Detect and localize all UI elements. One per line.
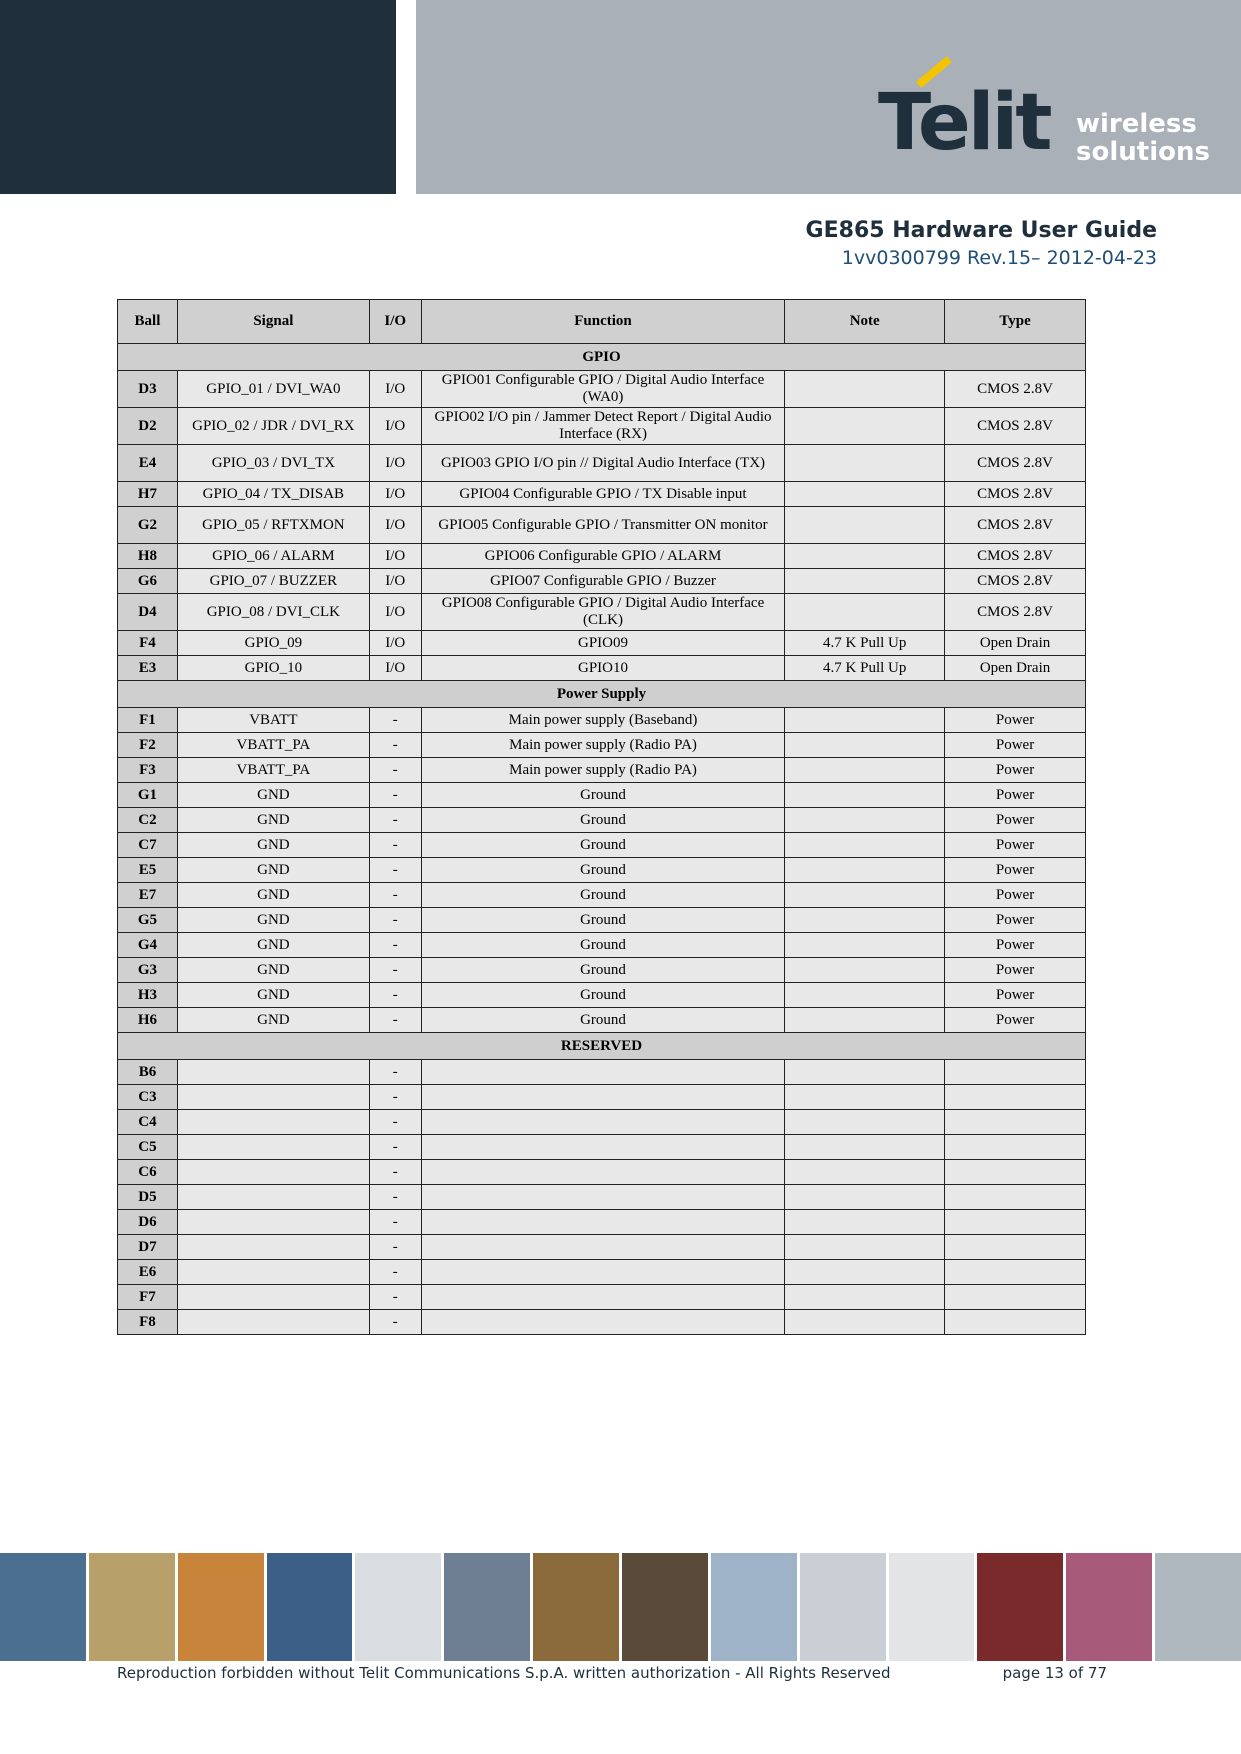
cell-io: - bbox=[369, 708, 421, 733]
logo-wordmark: Telit bbox=[878, 78, 1050, 168]
cell-function: Ground bbox=[421, 958, 785, 983]
cell-io: - bbox=[369, 1160, 421, 1185]
footer-photo-tile bbox=[355, 1553, 441, 1661]
cell-note bbox=[785, 908, 945, 933]
table-row bbox=[118, 569, 1086, 594]
cell-type: Power bbox=[945, 858, 1086, 883]
cell-note bbox=[785, 1185, 945, 1210]
section-title: Power Supply bbox=[118, 681, 1086, 708]
cell-type bbox=[945, 1085, 1086, 1110]
cell-note bbox=[785, 733, 945, 758]
cell-note bbox=[785, 371, 945, 408]
cell-ball: D7 bbox=[118, 1235, 178, 1260]
table-row bbox=[118, 908, 1086, 933]
cell-signal bbox=[177, 1160, 369, 1185]
cell-ball: B6 bbox=[118, 1060, 178, 1085]
pin-table bbox=[117, 299, 1086, 1335]
cell-function: Ground bbox=[421, 983, 785, 1008]
cell-signal: GND bbox=[177, 808, 369, 833]
cell-note bbox=[785, 594, 945, 631]
cell-function: GPIO07 Configurable GPIO / Buzzer bbox=[421, 569, 785, 594]
cell-ball: E4 bbox=[118, 445, 178, 482]
cell-type: CMOS 2.8V bbox=[945, 594, 1086, 631]
cell-io: - bbox=[369, 958, 421, 983]
cell-function: Ground bbox=[421, 1008, 785, 1033]
footer-photo-tile bbox=[800, 1553, 886, 1661]
cell-type bbox=[945, 1285, 1086, 1310]
footer-page-number: page 13 of 77 bbox=[1002, 1664, 1107, 1682]
table-row bbox=[118, 708, 1086, 733]
cell-signal bbox=[177, 1060, 369, 1085]
cell-function: GPIO09 bbox=[421, 631, 785, 656]
footer-photo-tile bbox=[889, 1553, 975, 1661]
cell-type: Power bbox=[945, 983, 1086, 1008]
header-dark-panel bbox=[0, 0, 396, 194]
footer-photo-tile bbox=[977, 1553, 1063, 1661]
cell-ball: C7 bbox=[118, 833, 178, 858]
footer-copyright: Reproduction forbidden without Telit Communications S.p.A. written authorization - All Rights Reserved bbox=[117, 1664, 891, 1682]
table-row bbox=[118, 933, 1086, 958]
cell-ball: G4 bbox=[118, 933, 178, 958]
cell-io: I/O bbox=[369, 569, 421, 594]
footer-photo-strip bbox=[0, 1553, 1241, 1661]
document-title-block bbox=[806, 218, 1157, 269]
section-header-row bbox=[118, 681, 1086, 708]
cell-ball: E5 bbox=[118, 858, 178, 883]
cell-note bbox=[785, 783, 945, 808]
cell-type: Power bbox=[945, 783, 1086, 808]
cell-signal: GND bbox=[177, 908, 369, 933]
cell-type: Open Drain bbox=[945, 631, 1086, 656]
cell-ball: C5 bbox=[118, 1135, 178, 1160]
cell-note bbox=[785, 569, 945, 594]
table-row bbox=[118, 833, 1086, 858]
footer-photo-tile bbox=[89, 1553, 175, 1661]
cell-signal bbox=[177, 1260, 369, 1285]
col-header-io: I/O bbox=[369, 300, 421, 344]
cell-function bbox=[421, 1160, 785, 1185]
cell-function: Ground bbox=[421, 808, 785, 833]
cell-note bbox=[785, 833, 945, 858]
cell-function: Ground bbox=[421, 833, 785, 858]
section-title: RESERVED bbox=[118, 1033, 1086, 1060]
cell-function: Main power supply (Baseband) bbox=[421, 708, 785, 733]
cell-note bbox=[785, 1160, 945, 1185]
cell-ball: D5 bbox=[118, 1185, 178, 1210]
table-row bbox=[118, 1235, 1086, 1260]
cell-note bbox=[785, 883, 945, 908]
col-header-note: Note bbox=[785, 300, 945, 344]
cell-signal: GPIO_02 / JDR / DVI_RX bbox=[177, 408, 369, 445]
cell-function: GPIO02 I/O pin / Jammer Detect Report / Digital Audio Interface (RX) bbox=[421, 408, 785, 445]
cell-signal: GPIO_04 / TX_DISAB bbox=[177, 482, 369, 507]
cell-ball: G5 bbox=[118, 908, 178, 933]
col-header-ball: Ball bbox=[118, 300, 178, 344]
cell-note bbox=[785, 1235, 945, 1260]
cell-ball: E6 bbox=[118, 1260, 178, 1285]
cell-function: GPIO03 GPIO I/O pin // Digital Audio Interface (TX) bbox=[421, 445, 785, 482]
table-row bbox=[118, 1135, 1086, 1160]
cell-type: CMOS 2.8V bbox=[945, 408, 1086, 445]
cell-io: I/O bbox=[369, 544, 421, 569]
cell-type bbox=[945, 1135, 1086, 1160]
cell-io: I/O bbox=[369, 445, 421, 482]
cell-ball: G6 bbox=[118, 569, 178, 594]
cell-signal: GPIO_01 / DVI_WA0 bbox=[177, 371, 369, 408]
cell-note bbox=[785, 507, 945, 544]
table-row bbox=[118, 482, 1086, 507]
cell-signal: GND bbox=[177, 833, 369, 858]
cell-note: 4.7 K Pull Up bbox=[785, 631, 945, 656]
cell-function: GPIO06 Configurable GPIO / ALARM bbox=[421, 544, 785, 569]
cell-type bbox=[945, 1110, 1086, 1135]
section-title: GPIO bbox=[118, 344, 1086, 371]
document-version: 1vv0300799 Rev.15– 2012-04-23 bbox=[841, 247, 1157, 269]
cell-note bbox=[785, 1110, 945, 1135]
cell-type bbox=[945, 1260, 1086, 1285]
cell-signal: VBATT bbox=[177, 708, 369, 733]
cell-ball: F4 bbox=[118, 631, 178, 656]
cell-signal: GPIO_08 / DVI_CLK bbox=[177, 594, 369, 631]
pin-table-body bbox=[118, 344, 1086, 1335]
cell-note bbox=[785, 1060, 945, 1085]
table-header-row bbox=[118, 300, 1086, 344]
cell-function: Main power supply (Radio PA) bbox=[421, 733, 785, 758]
cell-io: - bbox=[369, 1185, 421, 1210]
cell-ball: G3 bbox=[118, 958, 178, 983]
cell-note bbox=[785, 1310, 945, 1335]
cell-note bbox=[785, 445, 945, 482]
cell-function bbox=[421, 1235, 785, 1260]
section-header-row bbox=[118, 1033, 1086, 1060]
cell-signal: GND bbox=[177, 958, 369, 983]
cell-signal: GPIO_03 / DVI_TX bbox=[177, 445, 369, 482]
col-header-type: Type bbox=[945, 300, 1086, 344]
table-row bbox=[118, 631, 1086, 656]
table-row bbox=[118, 1260, 1086, 1285]
logo-tagline bbox=[1076, 110, 1210, 166]
footer bbox=[117, 1664, 1107, 1682]
cell-ball: E3 bbox=[118, 656, 178, 681]
cell-signal: GPIO_06 / ALARM bbox=[177, 544, 369, 569]
document-title: GE865 Hardware User Guide bbox=[805, 218, 1157, 243]
cell-io: - bbox=[369, 1260, 421, 1285]
cell-type: Open Drain bbox=[945, 656, 1086, 681]
cell-note bbox=[785, 1008, 945, 1033]
table-row bbox=[118, 1185, 1086, 1210]
cell-type bbox=[945, 1060, 1086, 1085]
cell-note bbox=[785, 1285, 945, 1310]
cell-signal: GND bbox=[177, 933, 369, 958]
cell-io: - bbox=[369, 733, 421, 758]
cell-note bbox=[785, 1260, 945, 1285]
cell-io: - bbox=[369, 1285, 421, 1310]
table-row bbox=[118, 783, 1086, 808]
cell-note bbox=[785, 1135, 945, 1160]
cell-ball: D4 bbox=[118, 594, 178, 631]
cell-function: Main power supply (Radio PA) bbox=[421, 758, 785, 783]
cell-function: GPIO10 bbox=[421, 656, 785, 681]
cell-ball: F8 bbox=[118, 1310, 178, 1335]
logo-tagline-line1: wireless bbox=[1076, 109, 1197, 139]
cell-function: Ground bbox=[421, 783, 785, 808]
cell-signal: GND bbox=[177, 983, 369, 1008]
cell-type: Power bbox=[945, 933, 1086, 958]
cell-function bbox=[421, 1060, 785, 1085]
cell-note bbox=[785, 1210, 945, 1235]
cell-note bbox=[785, 808, 945, 833]
cell-io: - bbox=[369, 908, 421, 933]
cell-type: Power bbox=[945, 883, 1086, 908]
cell-io: - bbox=[369, 833, 421, 858]
cell-type: Power bbox=[945, 958, 1086, 983]
cell-type: CMOS 2.8V bbox=[945, 371, 1086, 408]
footer-photo-tile bbox=[622, 1553, 708, 1661]
cell-io: I/O bbox=[369, 482, 421, 507]
cell-ball: D6 bbox=[118, 1210, 178, 1235]
cell-io: - bbox=[369, 808, 421, 833]
cell-ball: H8 bbox=[118, 544, 178, 569]
footer-photo-tile bbox=[1155, 1553, 1241, 1661]
footer-photo-tile bbox=[267, 1553, 353, 1661]
cell-note bbox=[785, 708, 945, 733]
cell-io: - bbox=[369, 1110, 421, 1135]
cell-function bbox=[421, 1260, 785, 1285]
cell-io: I/O bbox=[369, 408, 421, 445]
cell-type bbox=[945, 1310, 1086, 1335]
cell-ball: F7 bbox=[118, 1285, 178, 1310]
cell-function: GPIO05 Configurable GPIO / Transmitter ON monitor bbox=[421, 507, 785, 544]
cell-type: Power bbox=[945, 758, 1086, 783]
cell-ball: C6 bbox=[118, 1160, 178, 1185]
table-row bbox=[118, 408, 1086, 445]
table-row bbox=[118, 983, 1086, 1008]
table-row bbox=[118, 1110, 1086, 1135]
footer-photo-tile bbox=[1066, 1553, 1152, 1661]
cell-signal: VBATT_PA bbox=[177, 758, 369, 783]
cell-signal bbox=[177, 1285, 369, 1310]
cell-function: GPIO04 Configurable GPIO / TX Disable input bbox=[421, 482, 785, 507]
cell-note bbox=[785, 933, 945, 958]
cell-note bbox=[785, 544, 945, 569]
table-row bbox=[118, 858, 1086, 883]
cell-function: GPIO01 Configurable GPIO / Digital Audio Interface (WA0) bbox=[421, 371, 785, 408]
table-row bbox=[118, 1285, 1086, 1310]
cell-type: CMOS 2.8V bbox=[945, 544, 1086, 569]
cell-io: - bbox=[369, 1008, 421, 1033]
cell-function: GPIO08 Configurable GPIO / Digital Audio Interface (CLK) bbox=[421, 594, 785, 631]
cell-signal: GPIO_10 bbox=[177, 656, 369, 681]
cell-ball: D2 bbox=[118, 408, 178, 445]
table-row bbox=[118, 758, 1086, 783]
table-row bbox=[118, 1210, 1086, 1235]
cell-type: CMOS 2.8V bbox=[945, 445, 1086, 482]
cell-io: - bbox=[369, 1210, 421, 1235]
cell-ball: G1 bbox=[118, 783, 178, 808]
cell-type bbox=[945, 1235, 1086, 1260]
cell-signal: VBATT_PA bbox=[177, 733, 369, 758]
cell-type: Power bbox=[945, 733, 1086, 758]
cell-note bbox=[785, 482, 945, 507]
cell-io: I/O bbox=[369, 371, 421, 408]
cell-signal bbox=[177, 1210, 369, 1235]
cell-signal bbox=[177, 1135, 369, 1160]
cell-signal bbox=[177, 1310, 369, 1335]
cell-ball: E7 bbox=[118, 883, 178, 908]
cell-function: Ground bbox=[421, 933, 785, 958]
cell-signal: GND bbox=[177, 883, 369, 908]
cell-type: CMOS 2.8V bbox=[945, 569, 1086, 594]
cell-type bbox=[945, 1185, 1086, 1210]
cell-io: - bbox=[369, 1135, 421, 1160]
cell-ball: H6 bbox=[118, 1008, 178, 1033]
cell-type: CMOS 2.8V bbox=[945, 482, 1086, 507]
cell-note bbox=[785, 1085, 945, 1110]
cell-note bbox=[785, 758, 945, 783]
table-row bbox=[118, 1310, 1086, 1335]
cell-io: - bbox=[369, 1060, 421, 1085]
cell-io: - bbox=[369, 1085, 421, 1110]
cell-ball: F2 bbox=[118, 733, 178, 758]
cell-signal: GND bbox=[177, 783, 369, 808]
cell-function: Ground bbox=[421, 883, 785, 908]
cell-type: Power bbox=[945, 908, 1086, 933]
cell-io: I/O bbox=[369, 656, 421, 681]
cell-note bbox=[785, 983, 945, 1008]
cell-signal: GND bbox=[177, 1008, 369, 1033]
cell-function bbox=[421, 1285, 785, 1310]
cell-signal: GPIO_05 / RFTXMON bbox=[177, 507, 369, 544]
table-row bbox=[118, 733, 1086, 758]
cell-function bbox=[421, 1135, 785, 1160]
cell-function bbox=[421, 1110, 785, 1135]
cell-function bbox=[421, 1085, 785, 1110]
cell-type bbox=[945, 1210, 1086, 1235]
cell-io: - bbox=[369, 1310, 421, 1335]
table-row bbox=[118, 1008, 1086, 1033]
cell-io: - bbox=[369, 1235, 421, 1260]
col-header-function: Function bbox=[421, 300, 785, 344]
cell-ball: G2 bbox=[118, 507, 178, 544]
cell-io: I/O bbox=[369, 594, 421, 631]
table-row bbox=[118, 883, 1086, 908]
cell-type bbox=[945, 1160, 1086, 1185]
cell-signal bbox=[177, 1110, 369, 1135]
cell-io: I/O bbox=[369, 507, 421, 544]
table-row bbox=[118, 1060, 1086, 1085]
footer-photo-tile bbox=[178, 1553, 264, 1661]
cell-note bbox=[785, 408, 945, 445]
cell-note bbox=[785, 958, 945, 983]
table-row bbox=[118, 371, 1086, 408]
cell-io: - bbox=[369, 758, 421, 783]
footer-photo-tile bbox=[0, 1553, 86, 1661]
cell-note bbox=[785, 858, 945, 883]
cell-io: - bbox=[369, 858, 421, 883]
cell-ball: F1 bbox=[118, 708, 178, 733]
cell-ball: D3 bbox=[118, 371, 178, 408]
telit-logo bbox=[878, 62, 1208, 172]
table-row bbox=[118, 808, 1086, 833]
cell-io: - bbox=[369, 933, 421, 958]
cell-function bbox=[421, 1310, 785, 1335]
cell-signal: GND bbox=[177, 858, 369, 883]
table-row bbox=[118, 544, 1086, 569]
cell-signal: GPIO_07 / BUZZER bbox=[177, 569, 369, 594]
cell-signal bbox=[177, 1085, 369, 1110]
table-row bbox=[118, 594, 1086, 631]
cell-ball: H7 bbox=[118, 482, 178, 507]
logo-tagline-line2: solutions bbox=[1076, 137, 1210, 167]
cell-ball: F3 bbox=[118, 758, 178, 783]
cell-note: 4.7 K Pull Up bbox=[785, 656, 945, 681]
col-header-signal: Signal bbox=[177, 300, 369, 344]
table-row bbox=[118, 1085, 1086, 1110]
cell-io: - bbox=[369, 983, 421, 1008]
table-row bbox=[118, 1160, 1086, 1185]
cell-signal: GPIO_09 bbox=[177, 631, 369, 656]
cell-ball: C3 bbox=[118, 1085, 178, 1110]
footer-photo-tile bbox=[444, 1553, 530, 1661]
footer-photo-tile bbox=[711, 1553, 797, 1661]
cell-function: Ground bbox=[421, 908, 785, 933]
cell-type: CMOS 2.8V bbox=[945, 507, 1086, 544]
cell-type: Power bbox=[945, 1008, 1086, 1033]
cell-io: - bbox=[369, 883, 421, 908]
cell-ball: C4 bbox=[118, 1110, 178, 1135]
cell-io: - bbox=[369, 783, 421, 808]
cell-signal bbox=[177, 1185, 369, 1210]
cell-ball: C2 bbox=[118, 808, 178, 833]
table-row bbox=[118, 507, 1086, 544]
cell-function: Ground bbox=[421, 858, 785, 883]
cell-function bbox=[421, 1210, 785, 1235]
cell-function bbox=[421, 1185, 785, 1210]
cell-type: Power bbox=[945, 833, 1086, 858]
section-header-row bbox=[118, 344, 1086, 371]
cell-type: Power bbox=[945, 708, 1086, 733]
footer-photo-tile bbox=[533, 1553, 619, 1661]
cell-ball: H3 bbox=[118, 983, 178, 1008]
table-row bbox=[118, 958, 1086, 983]
cell-signal bbox=[177, 1235, 369, 1260]
table-row bbox=[118, 445, 1086, 482]
cell-io: I/O bbox=[369, 631, 421, 656]
cell-type: Power bbox=[945, 808, 1086, 833]
table-row bbox=[118, 656, 1086, 681]
